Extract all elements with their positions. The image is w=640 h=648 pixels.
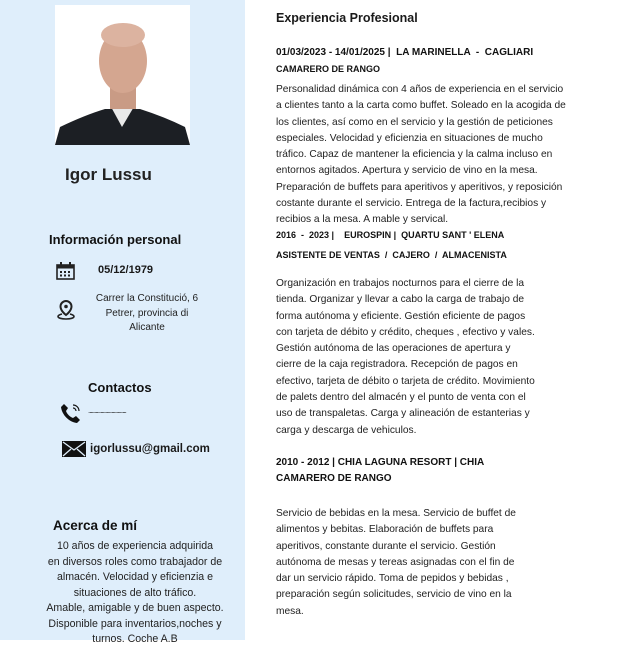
birth-date: 05/12/1979 (98, 264, 154, 276)
profile-photo (55, 5, 190, 145)
job-description: Organización en trabajos nocturnos para el cierre de la tienda. Organizar y llevar a cabo la carga de trabajo de forma autónoma y eficiente. Gestión eficiente de pagos con tarjeta de débito y crédito, cheques , efectivo y vales. Gestión autónoma de las operaciones de apertura y cierre de la caja registradora. Recepción de pagos en efectivo, tarjeta de débito o tarjeta de crédito. Movimiento de palets dentro del almacén y el punto de venta con el uso de transpaletas. Carga y alineación de estanterias y carga y descarga de vehiculos. (276, 278, 535, 436)
email-link[interactable]: igorlussu@gmail.com (90, 443, 210, 455)
job-header: 2010 - 2012 | CHIA LAGUNA RESORT | CHIA (276, 457, 485, 468)
address: Carrer la Constitució, 6 Petrer, provincia di Alicante (95, 293, 199, 333)
experience-heading: Experiencia Profesional (276, 11, 418, 25)
phone-icon (60, 402, 82, 429)
contacts-heading: Contactos (88, 380, 152, 395)
phone-number[interactable]: ............................... (88, 406, 126, 415)
job-description: Servicio de bebidas en la mesa. Servicio de buffet de alimentos y bebitas. Elaboración de buffets para aperitivos, constante durante el servicio. Gestión autónoma de mesas y tereas asignadas con el fin de dar un servicio rápido. Toma de pepidos y bebidas , preparación según solicitudes, servicio de vino en la mesa. (276, 508, 516, 617)
job-role: ASISTENTE DE VENTAS / CAJERO / ALMACENISTA (276, 250, 507, 260)
calendar-icon (56, 262, 75, 285)
job-role: CAMARERO DE RANGO (276, 64, 381, 74)
job-role: CAMARERO DE RANGO (276, 473, 392, 484)
job-header: 2016 - 2023 | EUROSPIN | QUARTU SANT ' ELENA (276, 230, 505, 240)
mail-icon (62, 441, 86, 462)
about-text: 10 años de experiencia adquirida en diversos roles como trabajador de almacén. Velocidad y eficienzia e situaciones de alto tráfico. Amable, amigable y de buen aspecto. Disponible para inventarios,noches y turnos. Coche A.B (46, 540, 224, 645)
personal-info-heading: Información personal (49, 232, 182, 247)
job-header: 01/03/2023 - 14/01/2025 | LA MARINELLA - CAGLIARI (276, 47, 534, 58)
about-heading: Acerca de mí (53, 518, 138, 533)
job-description: Personalidad dinámica con 4 años de experiencia en el servicio a clientes tanto a la carta como buffet. Soleado en la acogida de los clientes, así como en el servicio y la gestión de peticiones especiales. Velocidad y eficienzia en situaciones de mucho tráfico. Capaz de mantener la eficiencia y la calma incluso en entornos agitados. Apertura y servicio de vino en la mesa. Preparación de buffets para aperitivos y aperitivos, y reposición costante durante el servicio. Entrega de la factura,recibios y recibios a la mesa. A mable y servical. (276, 84, 566, 226)
candidate-name: Igor Lussu (65, 165, 152, 184)
